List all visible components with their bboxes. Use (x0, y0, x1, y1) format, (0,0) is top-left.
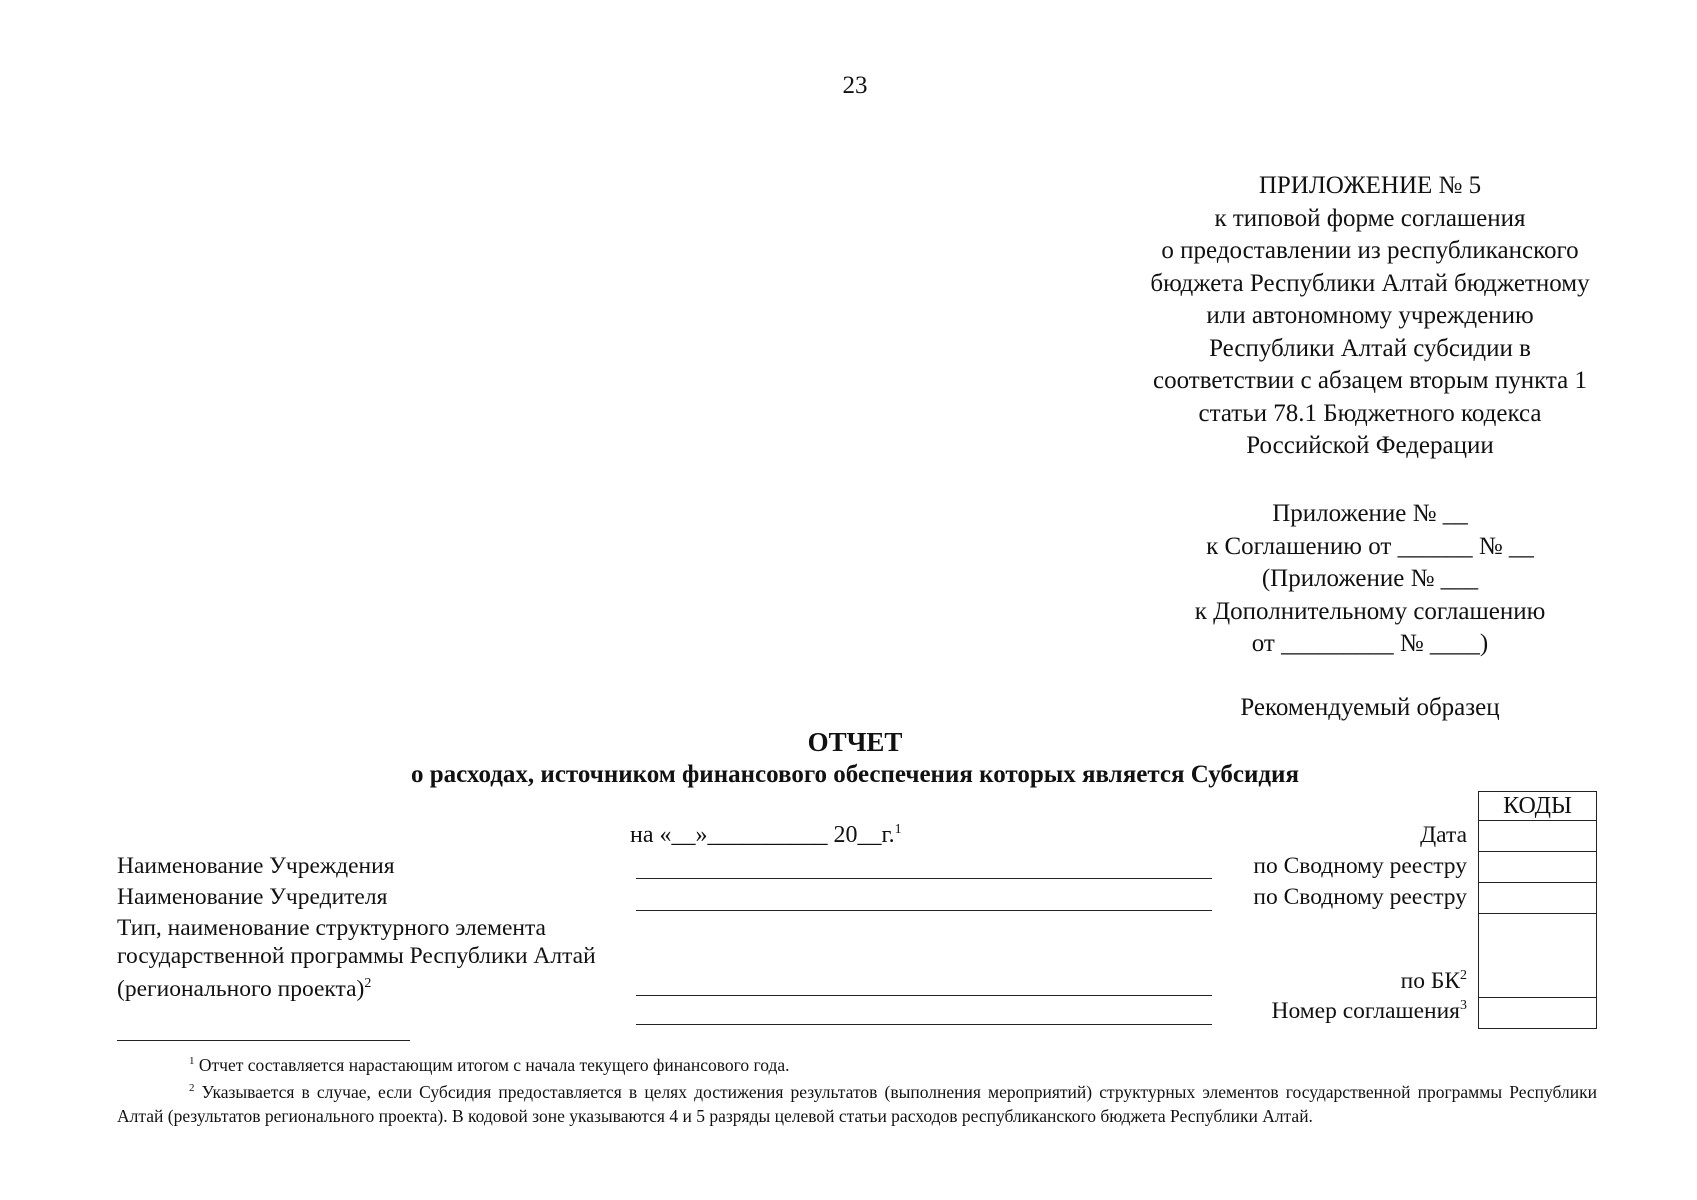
footnote-mark: 2 (1460, 968, 1467, 984)
code-cell-date[interactable] (1479, 821, 1597, 852)
program-label-line: (регионального проекта)$^2$ (117, 975, 372, 1002)
agreement-number-fill-line[interactable] (636, 1024, 1212, 1025)
appendix-line: Республики Алтай субсидии в (1209, 334, 1531, 362)
agreement-line: (Приложение № ___ (1261, 565, 1479, 592)
code-label-registry: по Сводному реестру (1253, 884, 1467, 910)
appendix-header (1070, 170, 1670, 463)
agreement-line: к Дополнительному соглашению (1194, 597, 1546, 625)
page-number: 23 (842, 72, 868, 99)
code-cell-registry-institution[interactable] (1479, 852, 1597, 883)
code-label-registry: по Сводному реестру (1253, 853, 1467, 879)
code-label-agreement-number: Номер соглашения$^3$ (1271, 998, 1467, 1024)
appendix-line: соответствии с абзацем вторым пункта 1 (1153, 367, 1587, 394)
founder-label: Наименование Учредителя (117, 884, 388, 910)
agreement-line: от _________ № ____) (1251, 630, 1489, 657)
footnote-1: $^1$ Отчет составляется нарастающим итогом с начала текущего финансового года. (189, 1054, 790, 1075)
code-cell-registry-founder[interactable] (1479, 883, 1597, 914)
agreement-reference (1070, 498, 1670, 661)
program-label-line: Тип, наименование структурного элемента (117, 915, 546, 941)
institution-fill-line[interactable] (636, 878, 1212, 879)
report-date-line (630, 822, 902, 849)
program-fill-line[interactable] (636, 995, 1212, 996)
code-cell-agreement-number[interactable] (1479, 998, 1597, 1029)
codes-header: КОДЫ (1479, 792, 1597, 821)
founder-fill-line[interactable] (636, 910, 1212, 911)
institution-label: Наименование Учреждения (117, 853, 395, 879)
appendix-line: или автономному учреждению (1206, 302, 1534, 329)
program-element-label (117, 914, 637, 1003)
report-title: ОТЧЕТ (807, 727, 903, 757)
appendix-line: бюджета Республики Алтай бюджетному (1150, 269, 1590, 297)
agreement-line: Приложение № __ (1272, 500, 1468, 527)
footnotes (117, 1050, 1597, 1128)
appendix-line: к типовой форме соглашения (1214, 204, 1526, 232)
footnote-mark: 1 (894, 822, 902, 837)
footnote-mark: 2 (364, 976, 372, 991)
report-subtitle: о расходах, источником финансового обеспечения которых является Субсидия (411, 761, 1299, 788)
footnote-mark: 3 (1460, 998, 1467, 1014)
code-cell-bk[interactable] (1479, 914, 1597, 998)
appendix-line: ПРИЛОЖЕНИЕ № 5 (1258, 172, 1482, 199)
appendix-line: статьи 78.1 Бюджетного кодекса (1198, 399, 1542, 427)
footnote-2: $^2$ Указывается в случае, если Субсидия предоставляется в целях достижения результатов (выполнения мероприятий) структурных элементов государственной программы Республики Алтай (результатов регионального проекта). В кодовой зоне указываются 4 и 5 разряды целевой статьи расходов республиканского бюджета Республики Алтай. (117, 1082, 1597, 1126)
agreement-line: к Соглашению от ______ № __ (1206, 532, 1534, 560)
sample-label: Рекомендуемый образец (1240, 694, 1500, 721)
code-label-bk: по $БК^2$ (1400, 968, 1467, 994)
codes-table (1478, 791, 1597, 1029)
footnote-separator (117, 1040, 410, 1041)
code-label-date: Дата (1420, 822, 1467, 848)
date-line-text: на «__»__________ 20__г. (630, 822, 895, 848)
appendix-line: о предоставлении из республиканского (1161, 237, 1579, 264)
program-label-line: государственной программы Республики Алтай (117, 943, 596, 969)
appendix-line: Российской Федерации (1246, 432, 1494, 459)
